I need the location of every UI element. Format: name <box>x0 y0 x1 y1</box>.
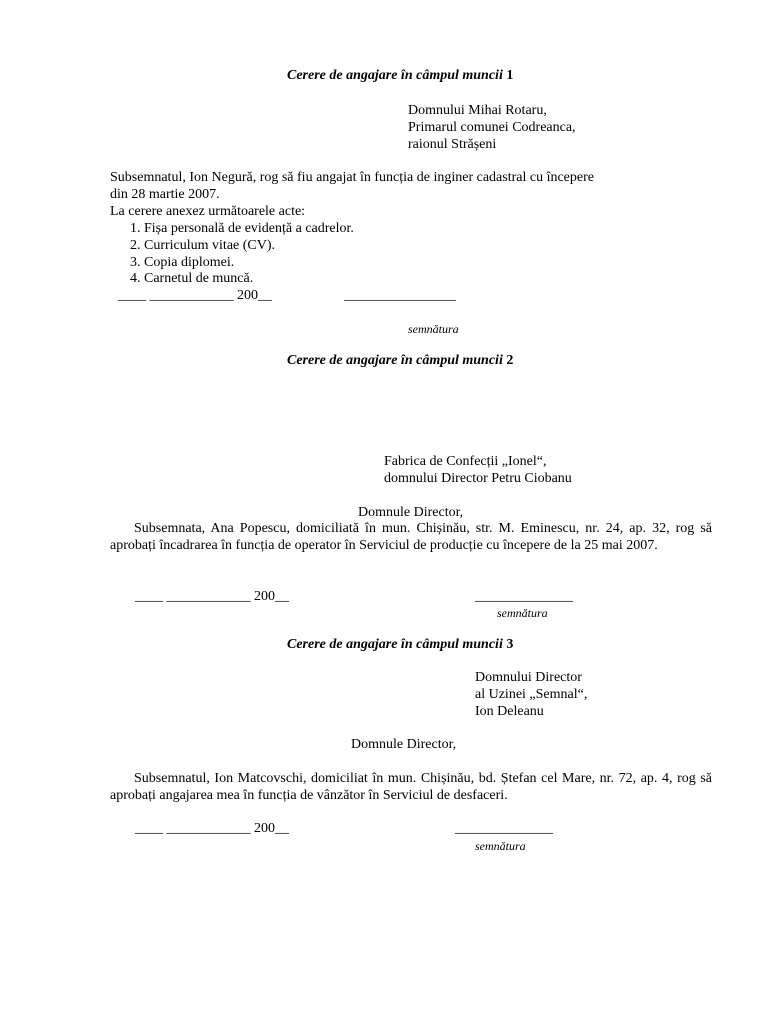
letter1-body-line-1: Subsemnatul, Ion Negură, rog să fiu angajat în funcția de inginer cadastral cu începere <box>110 170 594 185</box>
letter2-title-text: Cerere de angajare în câmpul muncii <box>287 353 503 368</box>
letter1-signature-label: semnătura <box>408 322 459 336</box>
letter1-attachments-list <box>130 221 354 288</box>
letter1-attachments-intro: La cerere anexez următoarele acte: <box>110 204 306 219</box>
letter2-date-line: ____ ____________ 200__ <box>135 589 289 604</box>
letter1-recipient-line-3: raionul Strășeni <box>408 137 497 152</box>
list-item: 3. Copia diplomei. <box>130 254 235 270</box>
letter3-recipient-line-2: al Uzinei „Semnal“, <box>475 687 588 702</box>
letter1-recipient-line-2: Primarul comunei Codreanca, <box>408 120 576 135</box>
letter3-date-line: ____ ____________ 200__ <box>135 821 289 836</box>
list-item: 2. Curriculum vitae (CV). <box>130 237 276 253</box>
letter1-body-line-2: din 28 martie 2007. <box>110 187 220 202</box>
letter3-salutation: Domnule Director, <box>351 737 457 752</box>
letter3-title-number: 3 <box>506 637 514 652</box>
letter2-title-number: 2 <box>506 353 514 368</box>
letter2-signature-label: semnătura <box>497 606 548 620</box>
letter3-signature-label: semnătura <box>475 839 526 853</box>
letter1-title-number: 1 <box>506 68 514 83</box>
letter1-recipient-line-1: Domnului Mihai Rotaru, <box>408 103 547 118</box>
letter2-body <box>110 521 712 555</box>
letter1-signature-line: ________________ <box>344 288 456 303</box>
letter3-recipient-line-1: Domnului Director <box>475 670 582 685</box>
letter3-body-text: Subsemnatul, Ion Matcovschi, domiciliat în mun. Chișinău, bd. Ștefan cel Mare, nr. 72, ap. 4, rog să aprobați angajarea mea în funcția de vânzător în Serviciul de desfaceri. <box>110 771 712 803</box>
letter3-title-text: Cerere de angajare în câmpul muncii <box>287 637 503 652</box>
letter1-title-text: Cerere de angajare în câmpul muncii <box>287 68 503 83</box>
letter1-title <box>287 68 513 85</box>
letter3-signature-line: ______________ <box>455 821 553 836</box>
letter2-title <box>287 353 513 370</box>
letter1-date-line: ____ ____________ 200__ <box>118 288 272 303</box>
letter2-salutation: Domnule Director, <box>358 505 464 520</box>
letter3-body <box>110 771 712 805</box>
letter2-body-text: Subsemnata, Ana Popescu, domiciliată în mun. Chișinău, str. M. Eminescu, nr. 24, ap. 32, rog să aprobați încadrarea în funcția de operator în Serviciul de producție cu începere de la 25 mai 2007. <box>110 521 712 553</box>
list-item: 4. Carnetul de muncă. <box>130 271 254 287</box>
letter3-recipient-line-3: Ion Deleanu <box>475 704 544 719</box>
letter2-recipient-line-2: domnului Director Petru Ciobanu <box>384 471 572 486</box>
letter3-title <box>287 637 513 654</box>
letter2-signature-line: ______________ <box>475 589 573 604</box>
list-item: 1. Fișa personală de evidență a cadrelor. <box>130 221 354 236</box>
letter2-recipient-line-1: Fabrica de Confecții „Ionel“, <box>384 454 547 469</box>
